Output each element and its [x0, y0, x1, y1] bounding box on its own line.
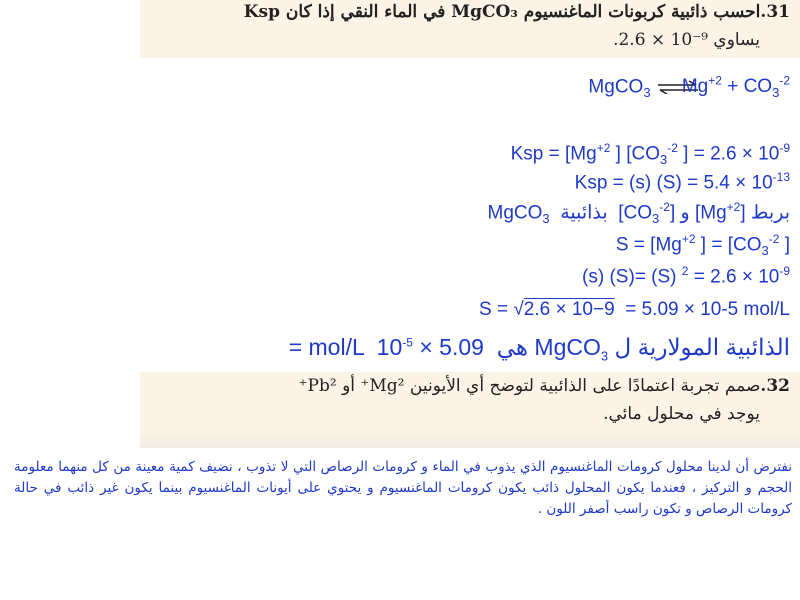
- answer-note: نفترض أن لدينا محلول كرومات الماغنسيوم الذي يذوب في الماء و كرومات الرصاص التي لا تذوب ، نضيف كمية معينة من كل منهما معلومة الحجم و التركيز ، فعندما يكون المحلول ذائب يكون كرومات الماغنسيوم و يحتوي على أيونات الماغنسيوم بينما يكون غير ذائب في حالة كرومات الرصاص و تكون راسب أصفر اللون .: [14, 459, 792, 517]
- question-31-line2: يساوي ‎2.6 × 10⁻⁹.: [613, 30, 760, 50]
- question-32-number: 32.: [760, 376, 790, 396]
- question-32-text: صمم تجربة اعتمادًا على الذائبية لتوضح أي الأيونين ‎Mg²⁺ أو ‎Pb²⁺: [298, 376, 761, 396]
- reaction-equation: MgCO$_3$ $Mg^{+2} + CO_3^{-2}$: [588, 74, 790, 101]
- final-answer-line: الذائبية المولارية ل MgCO$_3$ هي mol/L $10^{-5} \times 5.09$ =: [288, 334, 790, 364]
- s-value-line: [479, 299, 790, 321]
- s-value-prefix: S =: [479, 299, 509, 320]
- relation-line: بربط $[Mg^{+2}]$ و $[CO_3^{-2}]$ بذائبية MgCO$_3$: [487, 200, 790, 227]
- question-31-block: [140, 0, 800, 58]
- question-32-block: [140, 372, 800, 448]
- s-equal-line: $S = [Mg^{+2}$ ] = [$CO_3^{-2}$ ]: [615, 232, 790, 259]
- ksp-s-expression: Ksp = (s) $(S) = 5.4 \times 10^{-13}$: [574, 170, 790, 194]
- sqrt-icon: √: [513, 299, 524, 320]
- sqrt-radicand: 2.6 × 10−9: [523, 299, 615, 320]
- question-31-number: 31.: [760, 2, 790, 22]
- question-31-line1: [244, 2, 790, 22]
- s-square-line: (s) (S)= (S) $^2 = 2.6 \times 10^{-9}$: [582, 264, 790, 288]
- question-32-line1: [299, 376, 790, 396]
- s-value-result: = 5.09 × 10-5 mol/L: [625, 299, 790, 320]
- ksp-expression: Ksp = [$Mg^{+2}$ ] [$CO_3^{-2}$ ] = $2.6 \times 10^{-9}$: [510, 141, 790, 168]
- question-32-line2: يوجد في محلول مائي.: [603, 404, 760, 424]
- question-31-text: احسب ذائبية كربونات الماغنسيوم MgCO₃ في الماء النقي إذا كان Ksp: [243, 2, 761, 22]
